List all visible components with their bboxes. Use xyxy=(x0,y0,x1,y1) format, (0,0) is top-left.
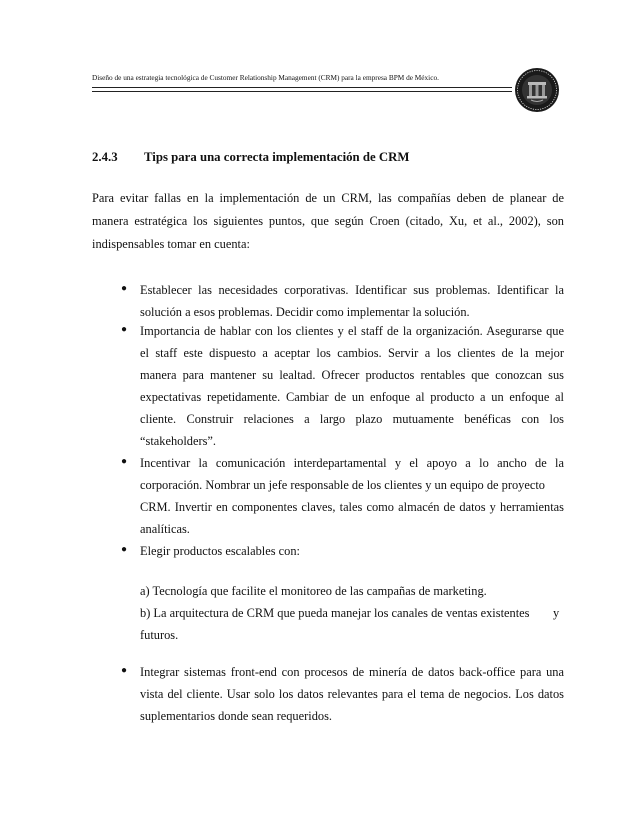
university-seal-icon xyxy=(514,67,560,113)
sub-item-line: futuros. xyxy=(140,628,179,642)
header-rule-thin xyxy=(92,91,512,92)
intro-line: manera estratégica los siguientes puntos, que según Croen (citado, Xu, et al., 2002), son xyxy=(92,214,564,228)
sub-item-line: a) Tecnología que facilite el monitoreo de las campañas de marketing. xyxy=(140,584,487,598)
intro-line: Para evitar fallas en la implementación de un CRM, las compañías deben de planear de xyxy=(92,191,564,205)
running-header-text: Diseño de una estrategia tecnológica de Customer Relationship Management (CRM) para la empresa BPM de México. xyxy=(92,73,439,82)
bullet-icon: ● xyxy=(121,283,128,294)
sub-item-line: b) La arquitectura de CRM que pueda manejar los canales de ventas existentes xyxy=(140,606,530,620)
list-item-line: corporación. Nombrar un jefe responsable de los clientes y un equipo de proyecto xyxy=(140,478,545,492)
list-item-line: solución a esos problemas. Decidir como implementar la solución. xyxy=(140,305,470,319)
intro-line: indispensables tomar en cuenta: xyxy=(92,237,250,251)
list-item-line: cliente. Construir relaciones a largo plazo mutuamente benéficas con los xyxy=(140,412,564,426)
list-item-line: Elegir productos escalables con: xyxy=(140,544,300,558)
list-item-line: vista del cliente. Usar solo los datos relevantes para el tema de negocios. Los datos xyxy=(140,687,564,701)
section-title: Tips para una correcta implementación de CRM xyxy=(144,150,410,164)
list-item-line: Integrar sistemas front-end con procesos de minería de datos back-office para una xyxy=(140,665,564,679)
bullet-icon: ● xyxy=(121,456,128,467)
intro-paragraph xyxy=(92,187,564,256)
section-heading xyxy=(92,150,409,165)
sub-item-line: y xyxy=(553,606,560,620)
section-number: 2.4.3 xyxy=(92,150,118,164)
header-rule-thick xyxy=(92,87,512,88)
list-item-line: analíticas. xyxy=(140,522,190,536)
list-item-line: Establecer las necesidades corporativas. Identificar sus problemas. Identificar la xyxy=(140,283,564,297)
list-item-line: CRM. Invertir en componentes claves, tales como almacén de datos y herramientas xyxy=(140,500,564,514)
list-item-line: manera para mantener su lealtad. Ofrecer productos rentables que conozcan sus xyxy=(140,368,564,382)
list-item-line: “stakeholders”. xyxy=(140,434,217,448)
bullet-icon: ● xyxy=(121,544,128,555)
bullet-icon: ● xyxy=(121,324,128,335)
list-item-line: suplementarios donde sean requeridos. xyxy=(140,709,333,723)
bullet-icon: ● xyxy=(121,665,128,676)
list-item-line: el staff este dispuesto a aceptar los cambios. Servir a los clientes de la mejor xyxy=(140,346,564,360)
list-item-line: Incentivar la comunicación interdepartamental y el apoyo a lo ancho de la xyxy=(140,456,564,470)
list-item-line: Importancia de hablar con los clientes y el staff de la organización. Asegurarse que xyxy=(140,324,564,338)
list-item-line: expectativas repetidamente. Cambiar de un enfoque al producto a un enfoque al xyxy=(140,390,564,404)
